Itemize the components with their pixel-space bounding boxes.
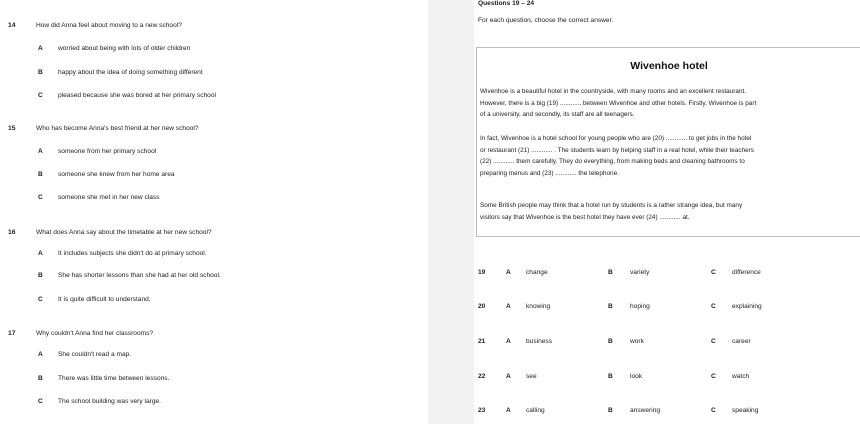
answer-number: 21	[478, 338, 486, 345]
option-letter: C	[711, 303, 716, 310]
section-heading: Questions 19 – 24	[478, 0, 535, 7]
answer-option-a[interactable]: business	[526, 338, 553, 345]
passage-paragraph-3	[480, 200, 860, 223]
passage-line: preparing menus and (23) ............ the telephone.	[480, 169, 619, 177]
option-letter: B	[608, 269, 613, 276]
option-text: someone she met in her new class	[58, 194, 160, 201]
passage-line: Some British people may think that a hotel run by students is a rather strange idea, but many	[480, 202, 743, 209]
option-text: She has shorter lessons than she had at her old school.	[58, 272, 221, 279]
answer-option-b[interactable]: work	[630, 338, 644, 345]
option-text: She couldn't read a map.	[58, 351, 132, 358]
question-stem: How did Anna feel about moving to a new school?	[36, 22, 182, 29]
answer-number: 23	[478, 407, 486, 414]
answer-option-b[interactable]: answering	[630, 407, 661, 414]
option-letter: B	[38, 171, 43, 178]
option-letter: C	[38, 296, 43, 303]
option-text: someone from her primary school	[58, 148, 157, 155]
question-stem: What does Anna say about the timetable at her new school?	[36, 229, 212, 236]
option-text: someone she knew from her home area	[58, 171, 175, 178]
option-letter: A	[38, 351, 43, 358]
answer-option-c[interactable]: watch	[732, 373, 750, 380]
option-letter: A	[506, 407, 511, 414]
option-text: happy about the idea of doing something different	[58, 69, 203, 76]
answer-option-a[interactable]: calling	[526, 407, 545, 414]
answer-option-a[interactable]: change	[526, 269, 548, 276]
passage-line: of a university, and secondly, its staff are all teenagers.	[480, 111, 635, 118]
question-number: 17	[8, 330, 16, 337]
question-stem: Who has become Anna's best friend at her new school?	[36, 125, 199, 132]
option-text: It is quite difficult to understand.	[58, 296, 151, 303]
option-letter: A	[38, 250, 43, 257]
answer-option-b[interactable]: look	[630, 373, 643, 380]
passage-line: visitors say that Wivenhoe is the best hotel they have ever (24) ............ at.	[480, 213, 690, 221]
option-letter: C	[711, 338, 716, 345]
instruction-text: For each question, choose the correct answer.	[478, 17, 614, 24]
answer-number: 19	[478, 269, 486, 276]
answer-option-c[interactable]: difference	[732, 269, 761, 276]
option-letter: B	[608, 338, 613, 345]
answer-option-c[interactable]: speaking	[732, 407, 759, 414]
option-letter: A	[38, 148, 43, 155]
option-letter: C	[38, 194, 43, 201]
option-letter: C	[711, 269, 716, 276]
option-letter: C	[38, 92, 43, 99]
answer-number: 20	[478, 303, 486, 310]
option-letter: B	[608, 407, 613, 414]
option-letter: A	[506, 269, 511, 276]
passage-line: In fact, Wivenhoe is a hotel school for young people who are (20) ............ to get jobs in the hotel	[480, 135, 752, 142]
option-letter: A	[38, 45, 43, 52]
option-letter: C	[711, 407, 716, 414]
answer-option-b[interactable]: hoping	[630, 303, 650, 310]
option-letter: A	[506, 338, 511, 345]
option-text: The school building was very large.	[58, 398, 161, 405]
left-page	[0, 0, 428, 424]
option-letter: B	[608, 303, 613, 310]
question-stem: Why couldn't Anna find her classrooms?	[36, 330, 154, 337]
option-text: There was little time between lessons.	[58, 375, 170, 382]
option-text: It includes subjects she didn't do at primary school.	[58, 250, 207, 257]
option-letter: C	[711, 373, 716, 380]
right-page	[474, 0, 860, 424]
option-letter: A	[506, 373, 511, 380]
option-text: pleased because she was bored at her primary school	[58, 92, 216, 99]
passage-line: or restaurant (21) ............ . The students learn by helping staff in a real hotel, while their teachers	[480, 146, 754, 154]
option-letter: A	[506, 303, 511, 310]
option-letter: C	[38, 398, 43, 405]
answer-option-c[interactable]: explaining	[732, 303, 762, 310]
answer-number: 22	[478, 373, 486, 380]
option-letter: B	[38, 69, 43, 76]
answer-option-b[interactable]: variety	[630, 269, 650, 276]
passage-title: Wivenhoe hotel	[630, 60, 708, 72]
question-number: 15	[8, 125, 16, 132]
page-gutter	[428, 0, 474, 424]
passage-line: However, there is a big (19) ............ between Wivenhoe and other hotels. Firstly, Wivenhoe is part	[480, 99, 757, 107]
answer-option-a[interactable]: see	[526, 373, 537, 380]
passage-paragraph-2	[480, 133, 860, 179]
passage-line: (22) ............ them carefully. They do everything, from making beds and cleaning bathrooms to	[480, 158, 745, 165]
question-number: 14	[8, 22, 16, 29]
passage-paragraph-1	[480, 86, 860, 121]
option-letter: B	[38, 272, 43, 279]
option-letter: B	[608, 373, 613, 380]
answer-option-a[interactable]: knowing	[526, 303, 551, 310]
option-text: worried about being with lots of older children	[58, 45, 191, 52]
option-letter: B	[38, 375, 43, 382]
answer-option-c[interactable]: career	[732, 338, 751, 345]
question-number: 16	[8, 229, 16, 236]
passage-box	[476, 47, 860, 237]
passage-line: Wivenhoe is a beautiful hotel in the countryside, with many rooms and an excellent restaurant.	[480, 88, 747, 95]
